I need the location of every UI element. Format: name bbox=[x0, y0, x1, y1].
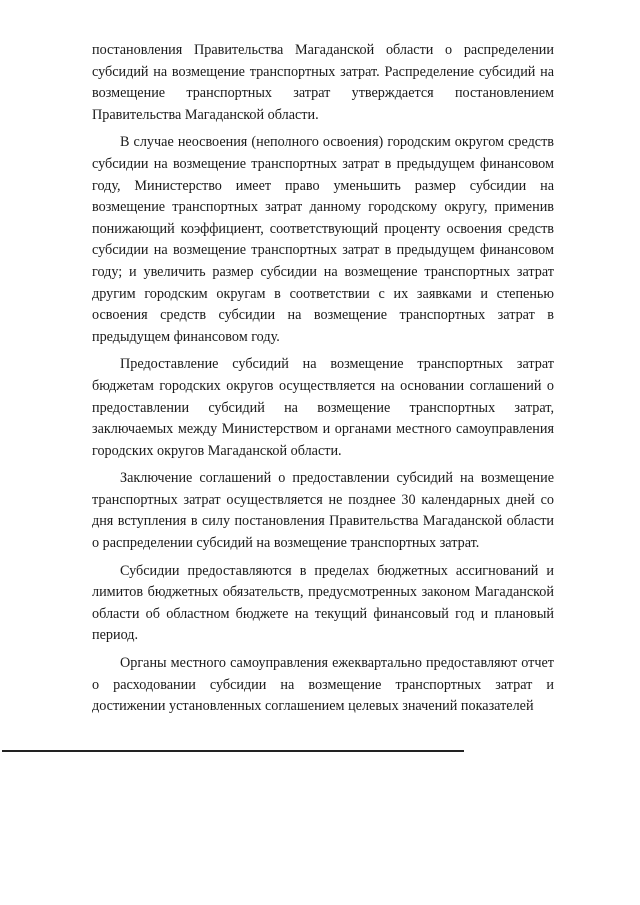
paragraph-2: В случае неосвоения (неполного освоения) городским округом средств субсидии на возмещение транспортных затрат в предыдущем финансовом году, Министерство имеет право уменьшить размер субсидии на возмещение транспортных затрат данному городскому округу, применив понижающий коэффициент, соответствующий проценту освоения средств субсидии на возмещение транспортных затрат в предыдущем финансовом году; и увеличить размер субсидии на возмещение транспортных затрат другим городским округам в соответствии с их заявками и степенью освоения средств субсидии на возмещение транспортных затрат в предыдущем финансовом году. bbox=[92, 134, 554, 345]
paragraph-5: Субсидии предоставляются в пределах бюджетных ассигнований и лимитов бюджетных обязательств, предусмотренных законом Магаданской области об областном бюджете на текущий финансовый год и плановый период. bbox=[92, 562, 554, 644]
paragraph-4: Заключение соглашений о предоставлении субсидий на возмещение транспортных затрат осуществляется не позднее 30 календарных дней со дня вступления в силу постановления Правительства Магаданской области о распределении субсидий на возмещение транспортных затрат. bbox=[92, 470, 554, 552]
footnote-separator-line bbox=[2, 750, 464, 752]
paragraph-6: Органы местного самоуправления ежеквартально предоставляют отчет о расходовании субсидии на возмещение транспортных затрат и достижении установленных соглашением целевых значений показателей bbox=[92, 655, 554, 715]
paragraph-1: постановления Правительства Магаданской области о распределении субсидий на возмещение транспортных затрат. Распределение субсидий на возмещение транспортных затрат утверждается постановлением Правительства Магаданской области. bbox=[92, 42, 554, 123]
paragraph-3: Предоставление субсидий на возмещение транспортных затрат бюджетам городских округов осуществляется на основании соглашений о предоставлении субсидий на возмещение транспортных затрат, заключаемых между Министерством и органами местного самоуправления городских округов Магаданской области. bbox=[92, 356, 554, 459]
document-body bbox=[92, 40, 554, 718]
